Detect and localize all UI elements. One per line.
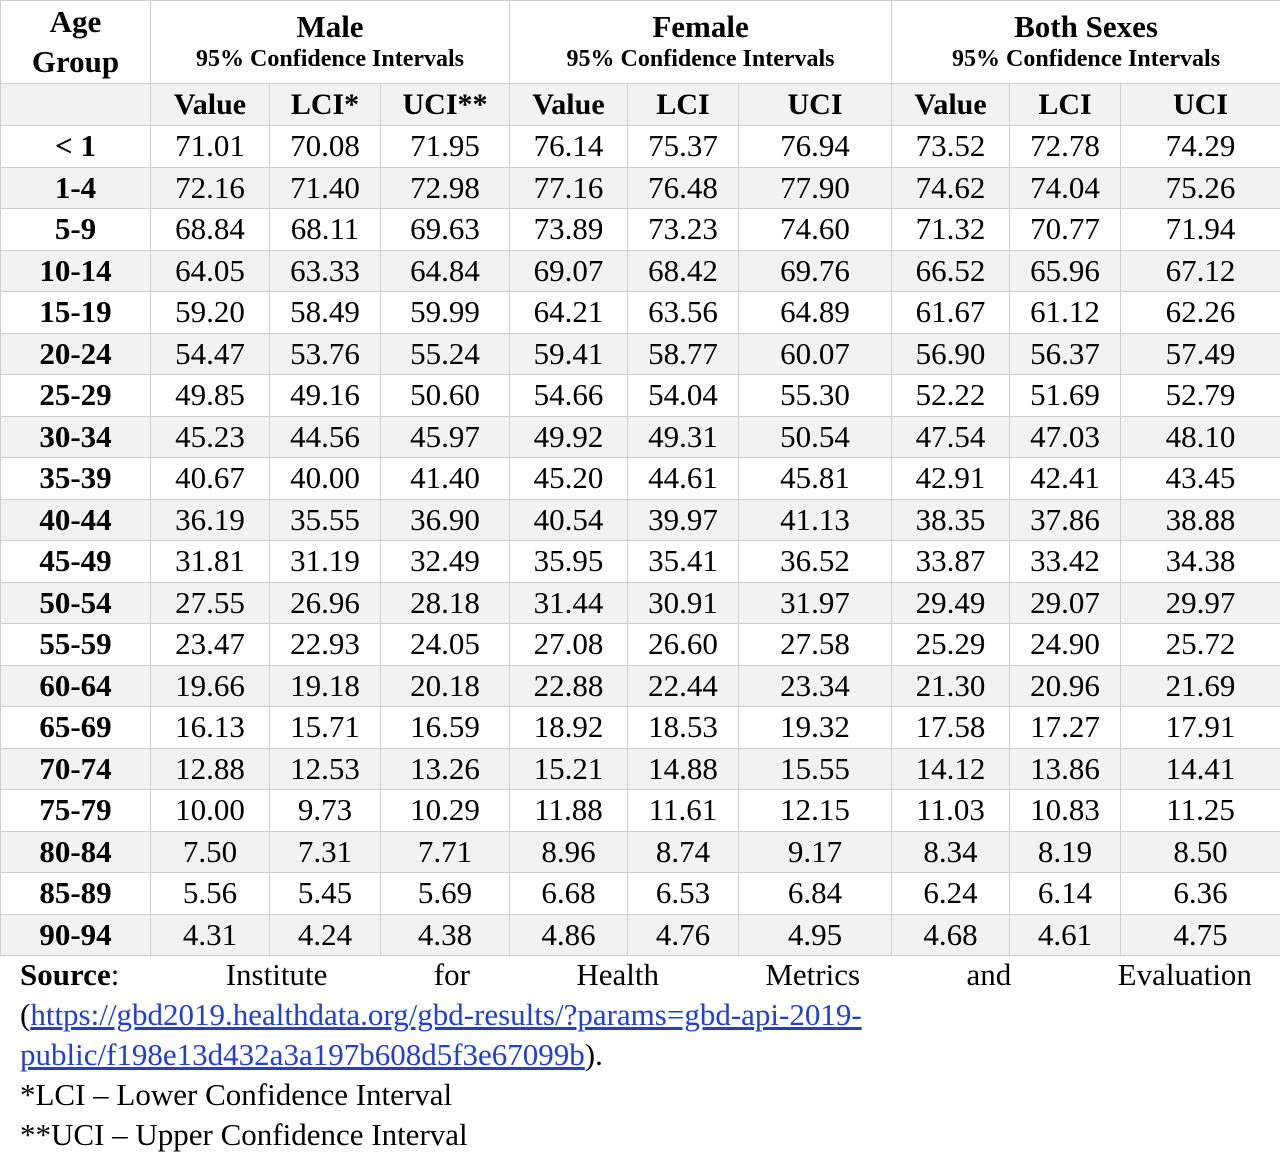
value-cell: 12.88 [151, 748, 270, 790]
value-cell: 54.66 [510, 375, 628, 417]
table-row [1, 167, 1280, 209]
value-cell: 76.94 [739, 126, 892, 168]
value-cell: 34.38 [1121, 541, 1280, 583]
value-cell: 65.96 [1010, 250, 1121, 292]
source-word: Institute [225, 957, 328, 992]
value-cell: 4.61 [1010, 914, 1121, 956]
value-cell: 18.53 [628, 707, 739, 749]
group-title: Both Sexes [1014, 9, 1158, 44]
source-word: for [433, 957, 470, 992]
value-cell: 76.14 [510, 126, 628, 168]
value-cell: 8.19 [1010, 831, 1121, 873]
value-cell: 69.07 [510, 250, 628, 292]
source-line [20, 955, 1252, 995]
value-cell: 6.14 [1010, 873, 1121, 915]
source-word: Health [576, 957, 659, 992]
value-cell: 19.66 [151, 665, 270, 707]
female-group-header [510, 1, 892, 84]
value-cell: 38.88 [1121, 499, 1280, 541]
age-group-cell: 5-9 [1, 209, 151, 251]
value-cell: 12.53 [270, 748, 381, 790]
age-group-cell: 20-24 [1, 333, 151, 375]
value-cell: 50.60 [381, 375, 510, 417]
value-cell: 36.19 [151, 499, 270, 541]
table-row [1, 375, 1280, 417]
value-cell: 75.26 [1121, 167, 1280, 209]
table-row [1, 831, 1280, 873]
value-cell: 31.19 [270, 541, 381, 583]
value-cell: 7.31 [270, 831, 381, 873]
age-group-cell: 1-4 [1, 167, 151, 209]
value-cell: 72.16 [151, 167, 270, 209]
value-cell: 45.97 [381, 416, 510, 458]
source-link-line1 [20, 995, 1252, 1035]
value-cell: 8.96 [510, 831, 628, 873]
value-cell: 9.73 [270, 790, 381, 832]
source-word: and [966, 957, 1012, 992]
value-cell: 47.54 [892, 416, 1010, 458]
value-cell: 52.22 [892, 375, 1010, 417]
column-header: UCI [739, 84, 892, 126]
value-cell: 74.04 [1010, 167, 1121, 209]
value-cell: 28.18 [381, 582, 510, 624]
value-cell: 66.52 [892, 250, 1010, 292]
value-cell: 54.04 [628, 375, 739, 417]
table-row [1, 541, 1280, 583]
table-row [1, 707, 1280, 749]
source-link-line2 [20, 1035, 1252, 1075]
table-row [1, 748, 1280, 790]
value-cell: 35.55 [270, 499, 381, 541]
value-cell: 59.99 [381, 292, 510, 334]
table-row [1, 873, 1280, 915]
value-cell: 35.95 [510, 541, 628, 583]
value-cell: 8.34 [892, 831, 1010, 873]
value-cell: 14.12 [892, 748, 1010, 790]
value-cell: 77.90 [739, 167, 892, 209]
value-cell: 71.95 [381, 126, 510, 168]
value-cell: 67.12 [1121, 250, 1280, 292]
age-group-cell: 65-69 [1, 707, 151, 749]
value-cell: 4.95 [739, 914, 892, 956]
value-cell: 36.52 [739, 541, 892, 583]
column-header-row [1, 84, 1280, 126]
value-cell: 24.05 [381, 624, 510, 666]
table-row [1, 665, 1280, 707]
age-group-cell: 70-74 [1, 748, 151, 790]
value-cell: 36.90 [381, 499, 510, 541]
value-cell: 49.16 [270, 375, 381, 417]
value-cell: 4.38 [381, 914, 510, 956]
group-subtitle: 95% Confidence Intervals [566, 46, 835, 72]
value-cell: 41.40 [381, 458, 510, 500]
value-cell: 11.03 [892, 790, 1010, 832]
value-cell: 16.59 [381, 707, 510, 749]
age-group-line2: Group [31, 44, 120, 79]
value-cell: 73.23 [628, 209, 739, 251]
male-group-header [151, 1, 510, 84]
value-cell: 62.26 [1121, 292, 1280, 334]
value-cell: 40.00 [270, 458, 381, 500]
group-title: Male [296, 9, 364, 44]
value-cell: 20.18 [381, 665, 510, 707]
table-row [1, 499, 1280, 541]
value-cell: 6.24 [892, 873, 1010, 915]
table-row [1, 209, 1280, 251]
value-cell: 45.81 [739, 458, 892, 500]
value-cell: 15.55 [739, 748, 892, 790]
value-cell: 73.52 [892, 126, 1010, 168]
value-cell: 12.15 [739, 790, 892, 832]
age-group-cell: 85-89 [1, 873, 151, 915]
age-group-cell: 75-79 [1, 790, 151, 832]
value-cell: 50.54 [739, 416, 892, 458]
value-cell: 71.01 [151, 126, 270, 168]
value-cell: 70.77 [1010, 209, 1121, 251]
empty-header-cell [1, 84, 151, 126]
group-subtitle: 95% Confidence Intervals [952, 46, 1221, 72]
value-cell: 74.60 [739, 209, 892, 251]
source-label: Source [20, 957, 111, 992]
age-group-cell: 90-94 [1, 914, 151, 956]
value-cell: 17.58 [892, 707, 1010, 749]
age-group-cell: 25-29 [1, 375, 151, 417]
value-cell: 68.84 [151, 209, 270, 251]
lci-footnote: *LCI – Lower Confidence Interval [20, 1077, 453, 1112]
value-cell: 4.75 [1121, 914, 1280, 956]
age-group-cell: 45-49 [1, 541, 151, 583]
value-cell: 71.32 [892, 209, 1010, 251]
value-cell: 58.49 [270, 292, 381, 334]
value-cell: 69.76 [739, 250, 892, 292]
age-group-cell: 80-84 [1, 831, 151, 873]
value-cell: 64.89 [739, 292, 892, 334]
value-cell: 38.35 [892, 499, 1010, 541]
value-cell: 27.55 [151, 582, 270, 624]
value-cell: 14.88 [628, 748, 739, 790]
value-cell: 70.08 [270, 126, 381, 168]
column-header: Value [151, 84, 270, 126]
value-cell: 35.41 [628, 541, 739, 583]
value-cell: 56.90 [892, 333, 1010, 375]
table-row [1, 250, 1280, 292]
value-cell: 59.20 [151, 292, 270, 334]
value-cell: 30.91 [628, 582, 739, 624]
value-cell: 6.68 [510, 873, 628, 915]
value-cell: 47.03 [1010, 416, 1121, 458]
table-row [1, 458, 1280, 500]
value-cell: 64.05 [151, 250, 270, 292]
column-header: LCI [1010, 84, 1121, 126]
value-cell: 22.93 [270, 624, 381, 666]
value-cell: 39.97 [628, 499, 739, 541]
value-cell: 5.69 [381, 873, 510, 915]
age-group-cell: < 1 [1, 126, 151, 168]
value-cell: 21.30 [892, 665, 1010, 707]
value-cell: 19.18 [270, 665, 381, 707]
value-cell: 16.13 [151, 707, 270, 749]
value-cell: 61.12 [1010, 292, 1121, 334]
value-cell: 69.63 [381, 209, 510, 251]
group-title: Female [652, 9, 749, 44]
both-sexes-group-header [892, 1, 1280, 84]
value-cell: 49.31 [628, 416, 739, 458]
table-row [1, 582, 1280, 624]
value-cell: 13.86 [1010, 748, 1121, 790]
table-row [1, 333, 1280, 375]
table-row [1, 292, 1280, 334]
group-subtitle: 95% Confidence Intervals [196, 46, 464, 72]
value-cell: 25.72 [1121, 624, 1280, 666]
value-cell: 14.41 [1121, 748, 1280, 790]
value-cell: 4.31 [151, 914, 270, 956]
value-cell: 68.42 [628, 250, 739, 292]
column-header: Value [892, 84, 1010, 126]
value-cell: 17.27 [1010, 707, 1121, 749]
value-cell: 63.56 [628, 292, 739, 334]
value-cell: 58.77 [628, 333, 739, 375]
value-cell: 29.07 [1010, 582, 1121, 624]
value-cell: 64.84 [381, 250, 510, 292]
source-link-continued[interactable]: public/f198e13d432a3a197b608d5f3e67099b [20, 1037, 585, 1072]
column-header: LCI [628, 84, 739, 126]
age-group-cell: 30-34 [1, 416, 151, 458]
value-cell: 24.90 [1010, 624, 1121, 666]
value-cell: 11.25 [1121, 790, 1280, 832]
value-cell: 60.07 [739, 333, 892, 375]
value-cell: 20.96 [1010, 665, 1121, 707]
value-cell: 44.56 [270, 416, 381, 458]
value-cell: 42.41 [1010, 458, 1121, 500]
value-cell: 55.24 [381, 333, 510, 375]
value-cell: 22.44 [628, 665, 739, 707]
value-cell: 23.34 [739, 665, 892, 707]
column-header: LCI* [270, 84, 381, 126]
value-cell: 13.26 [381, 748, 510, 790]
value-cell: 4.76 [628, 914, 739, 956]
value-cell: 42.91 [892, 458, 1010, 500]
age-group-cell: 40-44 [1, 499, 151, 541]
value-cell: 4.24 [270, 914, 381, 956]
age-group-cell: 60-64 [1, 665, 151, 707]
value-cell: 74.62 [892, 167, 1010, 209]
value-cell: 6.84 [739, 873, 892, 915]
value-cell: 31.44 [510, 582, 628, 624]
value-cell: 40.67 [151, 458, 270, 500]
value-cell: 19.32 [739, 707, 892, 749]
value-cell: 6.36 [1121, 873, 1280, 915]
value-cell: 73.89 [510, 209, 628, 251]
value-cell: 76.48 [628, 167, 739, 209]
value-cell: 33.87 [892, 541, 1010, 583]
value-cell: 9.17 [739, 831, 892, 873]
value-cell: 72.98 [381, 167, 510, 209]
column-header: Value [510, 84, 628, 126]
table-notes [20, 955, 1252, 1155]
age-group-cell: 35-39 [1, 458, 151, 500]
age-group-cell: 10-14 [1, 250, 151, 292]
age-group-line1: Age [49, 4, 102, 39]
value-cell: 71.94 [1121, 209, 1280, 251]
value-cell: 23.47 [151, 624, 270, 666]
value-cell: 54.47 [151, 333, 270, 375]
value-cell: 63.33 [270, 250, 381, 292]
age-group-cell: 15-19 [1, 292, 151, 334]
group-header-row [1, 1, 1280, 84]
value-cell: 51.69 [1010, 375, 1121, 417]
value-cell: 71.40 [270, 167, 381, 209]
age-group-cell: 50-54 [1, 582, 151, 624]
value-cell: 21.69 [1121, 665, 1280, 707]
value-cell: 40.54 [510, 499, 628, 541]
value-cell: 5.45 [270, 873, 381, 915]
table-row [1, 790, 1280, 832]
value-cell: 26.60 [628, 624, 739, 666]
table-row [1, 126, 1280, 168]
value-cell: 48.10 [1121, 416, 1280, 458]
age-group-cell: 55-59 [1, 624, 151, 666]
value-cell: 45.20 [510, 458, 628, 500]
value-cell: 31.97 [739, 582, 892, 624]
value-cell: 8.74 [628, 831, 739, 873]
column-header: UCI** [381, 84, 510, 126]
value-cell: 64.21 [510, 292, 628, 334]
value-cell: 10.83 [1010, 790, 1121, 832]
value-cell: 27.58 [739, 624, 892, 666]
value-cell: 11.61 [628, 790, 739, 832]
close-paren: ). [584, 1037, 603, 1072]
value-cell: 32.49 [381, 541, 510, 583]
source-link[interactable]: https://gbd2019.healthdata.org/gbd-results/?params=gbd-api-2019- [30, 997, 862, 1032]
value-cell: 45.23 [151, 416, 270, 458]
value-cell: 10.29 [381, 790, 510, 832]
value-cell: 11.88 [510, 790, 628, 832]
table-row [1, 624, 1280, 666]
value-cell: 49.85 [151, 375, 270, 417]
value-cell: 29.49 [892, 582, 1010, 624]
column-header: UCI [1121, 84, 1280, 126]
value-cell: 5.56 [151, 873, 270, 915]
value-cell: 31.81 [151, 541, 270, 583]
value-cell: 53.76 [270, 333, 381, 375]
age-group-header [1, 1, 151, 84]
value-cell: 25.29 [892, 624, 1010, 666]
value-cell: 17.91 [1121, 707, 1280, 749]
value-cell: 49.92 [510, 416, 628, 458]
value-cell: 15.21 [510, 748, 628, 790]
value-cell: 43.45 [1121, 458, 1280, 500]
source-word: Evaluation [1117, 957, 1252, 992]
value-cell: 74.29 [1121, 126, 1280, 168]
source-word: : [110, 957, 120, 992]
value-cell: 26.96 [270, 582, 381, 624]
value-cell: 77.16 [510, 167, 628, 209]
value-cell: 4.68 [892, 914, 1010, 956]
value-cell: 68.11 [270, 209, 381, 251]
table-body [1, 126, 1280, 956]
uci-footnote: **UCI – Upper Confidence Interval [20, 1117, 468, 1152]
value-cell: 15.71 [270, 707, 381, 749]
value-cell: 22.88 [510, 665, 628, 707]
source-lead [20, 955, 119, 995]
table-row [1, 914, 1280, 956]
value-cell: 61.67 [892, 292, 1010, 334]
value-cell: 33.42 [1010, 541, 1121, 583]
value-cell: 41.13 [739, 499, 892, 541]
value-cell: 4.86 [510, 914, 628, 956]
value-cell: 75.37 [628, 126, 739, 168]
source-word: Metrics [765, 957, 861, 992]
value-cell: 18.92 [510, 707, 628, 749]
value-cell: 29.97 [1121, 582, 1280, 624]
value-cell: 8.50 [1121, 831, 1280, 873]
value-cell: 7.50 [151, 831, 270, 873]
value-cell: 37.86 [1010, 499, 1121, 541]
value-cell: 7.71 [381, 831, 510, 873]
value-cell: 10.00 [151, 790, 270, 832]
value-cell: 52.79 [1121, 375, 1280, 417]
value-cell: 59.41 [510, 333, 628, 375]
value-cell: 6.53 [628, 873, 739, 915]
value-cell: 57.49 [1121, 333, 1280, 375]
value-cell: 72.78 [1010, 126, 1121, 168]
open-paren: ( [20, 997, 31, 1032]
value-cell: 27.08 [510, 624, 628, 666]
value-cell: 56.37 [1010, 333, 1121, 375]
value-cell: 44.61 [628, 458, 739, 500]
table-row [1, 416, 1280, 458]
value-cell: 55.30 [739, 375, 892, 417]
